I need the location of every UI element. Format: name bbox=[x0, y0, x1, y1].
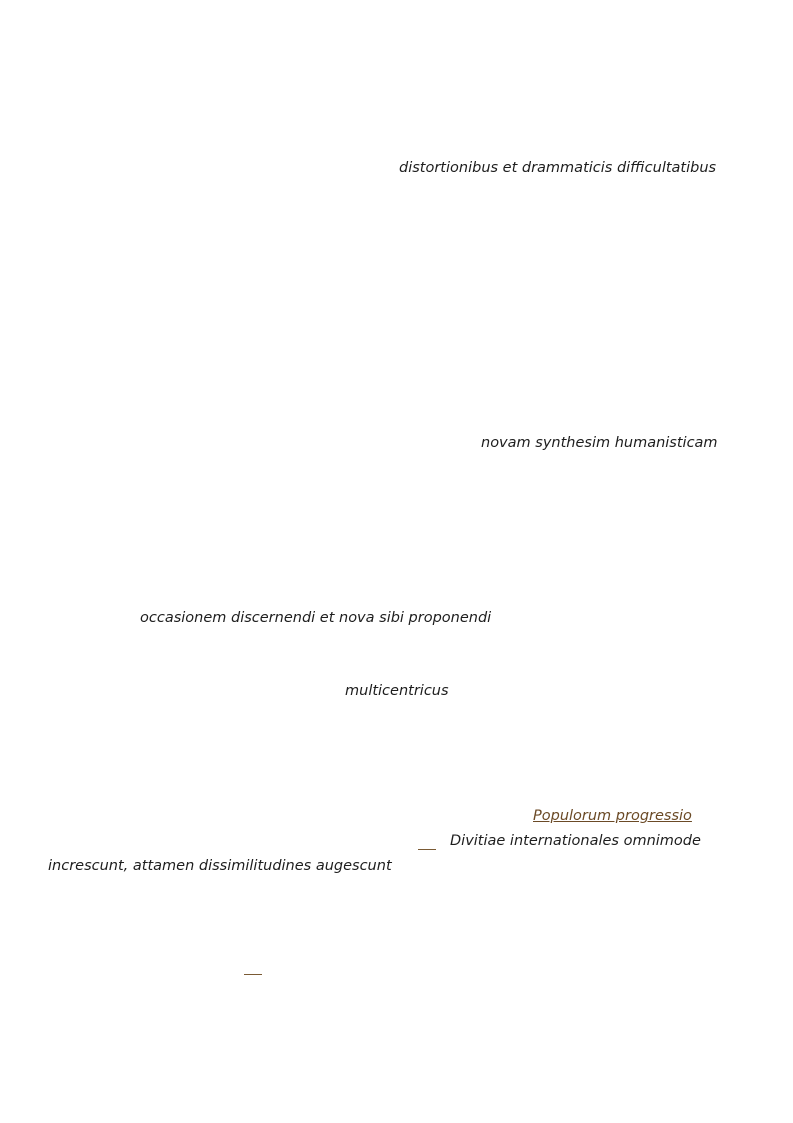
text-fragment: distortionibus et drammaticis difficultatibus bbox=[399, 160, 717, 176]
text-fragment: Divitiae internationales omnimode bbox=[450, 833, 701, 849]
text-fragment: occasionem discernendi et nova sibi proponendi bbox=[140, 610, 492, 626]
text-fragment: novam synthesim humanisticam bbox=[481, 435, 718, 451]
footnote-link[interactable] bbox=[418, 831, 436, 850]
footnote-link[interactable] bbox=[244, 956, 262, 975]
encyclical-title-link[interactable]: Populorum progressio bbox=[533, 808, 692, 824]
text-fragment: increscunt, attamen dissimilitudines augescunt bbox=[48, 858, 392, 874]
text-fragment: multicentricus bbox=[345, 683, 449, 699]
